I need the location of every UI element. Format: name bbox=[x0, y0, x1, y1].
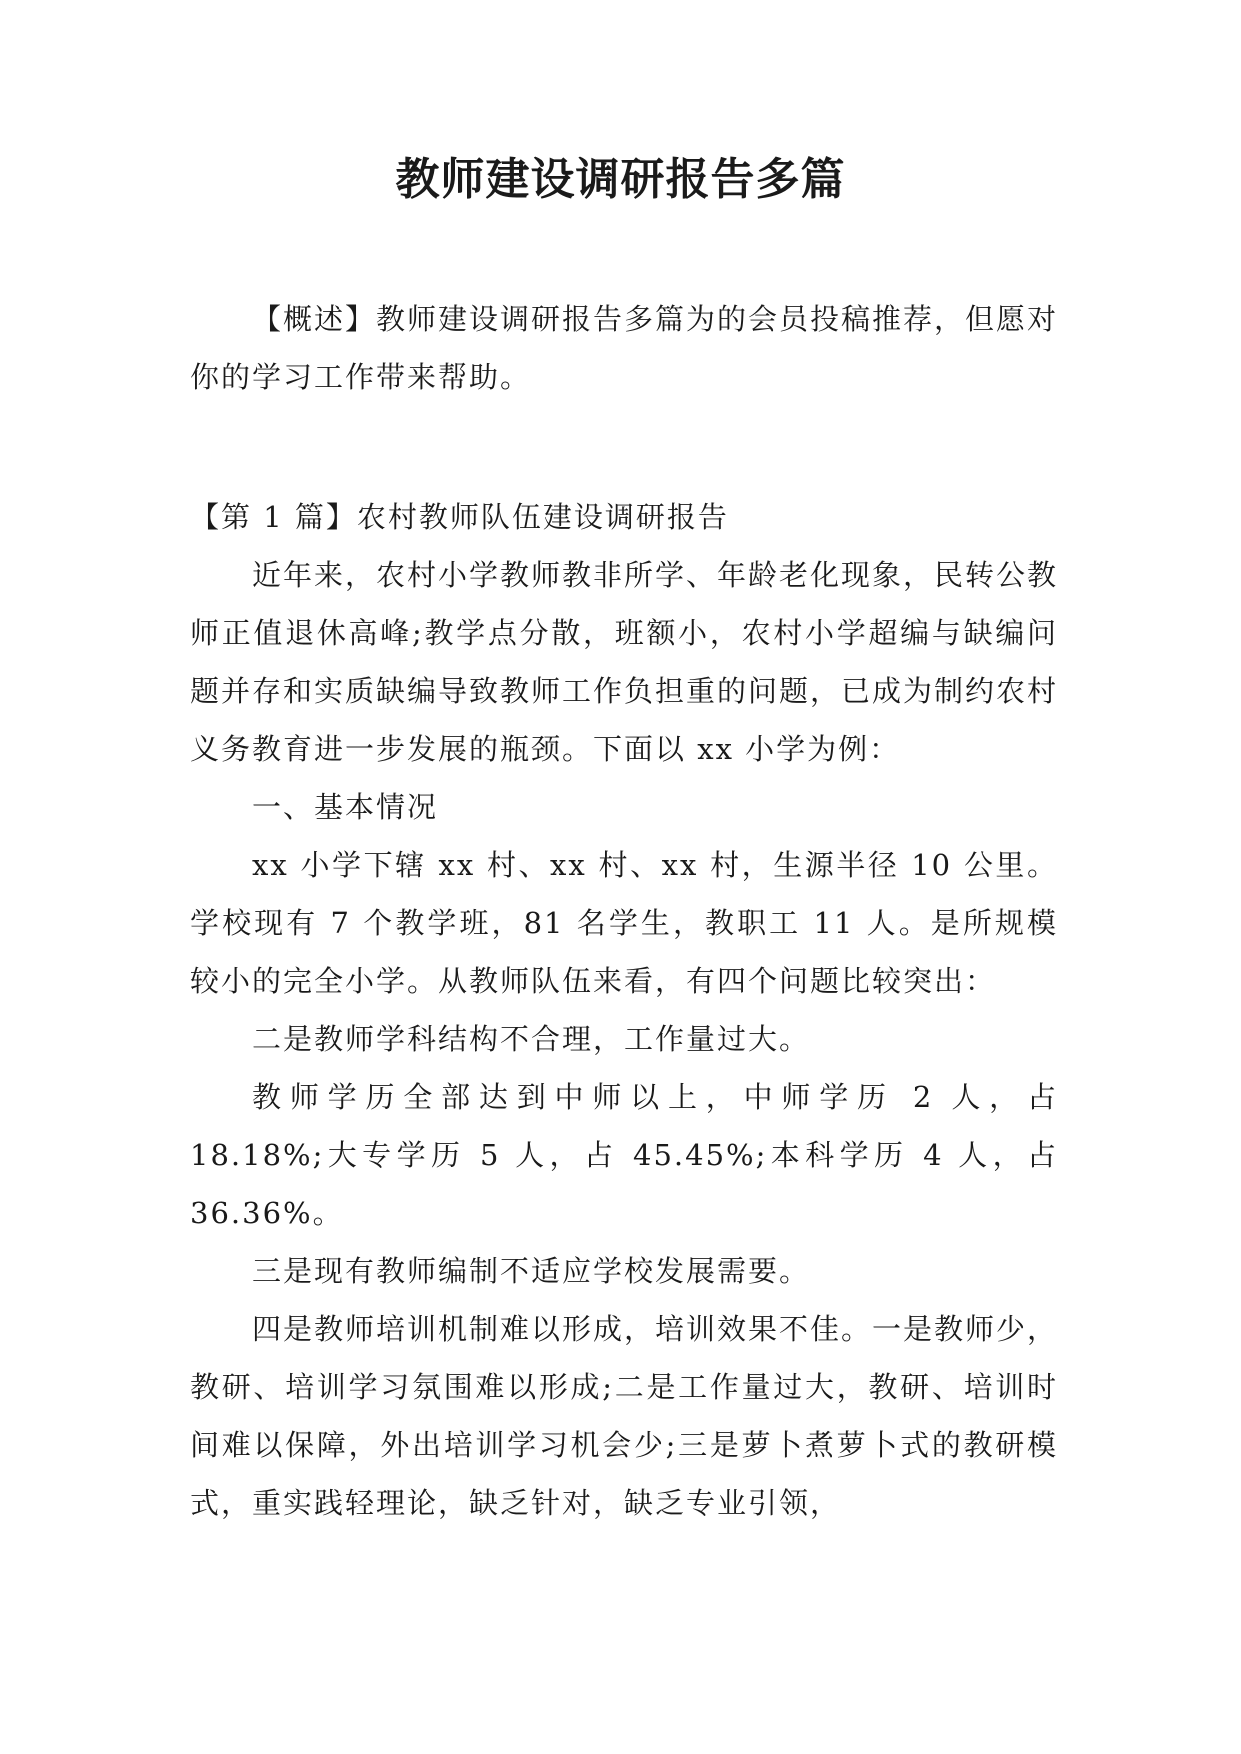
paragraph-point-three: 三是现有教师编制不适应学校发展需要。 bbox=[252, 1254, 811, 1288]
paragraph-school-overview: xx 小学下辖 xx 村、xx 村、xx 村，生源半径 10 公里。学校现有 7 个教学班，81 名学生，教职工 11 人。是所规模较小的完全小学。从教师队伍来看，有四个问题比较突出： bbox=[190, 848, 1058, 998]
paragraph-point-four: 四是教师培训机制难以形成，培训效果不佳。一是教师少，教研、培训学习氛围难以形成;二是工作量过大，教研、培训时间难以保障，外出培训学习机会少;三是萝卜煮萝卜式的教研模式，重实践轻理论，缺乏针对，缺乏专业引领， bbox=[190, 1312, 1059, 1520]
section-heading: 【第 1 篇】农村教师队伍建设调研报告 bbox=[190, 500, 729, 534]
paragraph-intro: 近年来，农村小学教师教非所学、年龄老化现象，民转公教师正值退休高峰;教学点分散，班额小，农村小学超编与缺编问题并存和实质缺编导致教师工作负担重的问题，已成为制约农村义务教育进一步发展的瓶颈。下面以 xx 小学为例： bbox=[190, 558, 1059, 766]
paragraph-education-levels: 教师学历全部达到中师以上，中师学历 2 人，占 18.18%;大专学历 5 人，占 45.45%;本科学历 4 人，占 36.36%。 bbox=[190, 1080, 1058, 1230]
document-body bbox=[190, 290, 1058, 1532]
document-title: 教师建设调研报告多篇 bbox=[395, 154, 846, 205]
summary-paragraph: 【概述】教师建设调研报告多篇为的会员投稿推荐，但愿对你的学习工作带来帮助。 bbox=[190, 302, 1059, 394]
paragraph-point-two: 二是教师学科结构不合理，工作量过大。 bbox=[252, 1022, 811, 1056]
heading-basic-situation: 一、基本情况 bbox=[252, 790, 439, 824]
